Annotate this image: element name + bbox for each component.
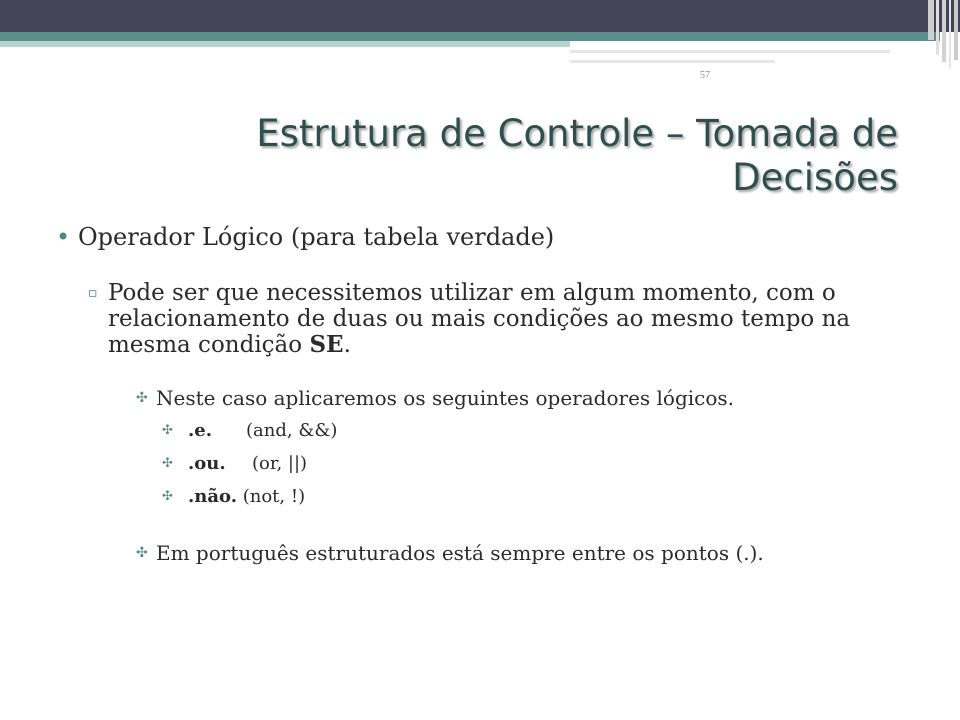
- header-rule-1: [570, 50, 890, 53]
- bullet-star-icon: ✣: [136, 390, 148, 406]
- bullet-square-icon: ▫: [88, 285, 98, 301]
- operator-symbol: .não.: [188, 486, 237, 507]
- decorative-bar: [949, 0, 951, 68]
- decorative-bar: [942, 0, 946, 62]
- spacer: [56, 519, 906, 541]
- decorative-bar: [936, 0, 939, 55]
- keyword-se: SE: [309, 331, 344, 358]
- header-rule-2: [570, 60, 775, 63]
- bullet-star-icon: ✣: [162, 489, 173, 504]
- page-number: 57: [700, 70, 710, 81]
- bullet-text: Operador Lógico (para tabela verdade): [78, 223, 555, 251]
- operator-meaning: (not, !): [236, 486, 306, 507]
- bullet-text: Neste caso aplicaremos os seguintes operadores lógicos.: [156, 386, 735, 410]
- slide-body: [56, 222, 906, 575]
- decorative-bar: [928, 0, 934, 40]
- bullet-text: Pode ser que necessitemos utilizar em algum momento, com o relacionamento de duas ou mais condições ao mesmo tempo na mesma condição: [108, 280, 851, 358]
- bullet-text-end: .: [343, 332, 351, 358]
- header-band-teal: [0, 32, 940, 41]
- bullet-dot-icon: •: [56, 223, 71, 251]
- header-band-dark: [0, 0, 960, 32]
- operator-meaning: (and, &&): [246, 420, 338, 441]
- bullet-star-icon: ✣: [162, 456, 173, 471]
- operator-item-or: [162, 453, 906, 475]
- slide-title: Estrutura de Controle – Tomada de Decisões: [256, 112, 898, 199]
- operator-item-and: [162, 420, 906, 442]
- operator-item-not: [162, 486, 906, 508]
- bullet-level3: [136, 541, 906, 565]
- bullet-level1: [56, 222, 906, 252]
- bullet-star-icon: ✣: [162, 423, 173, 438]
- decorative-bar: [954, 0, 958, 60]
- operator-symbol: .ou.: [188, 453, 226, 474]
- bullet-level3: [136, 386, 906, 410]
- operator-symbol: .e.: [188, 420, 212, 441]
- header-band-teal-light: [0, 41, 570, 47]
- bullet-text: Em português estruturados está sempre entre os pontos (.).: [156, 541, 764, 565]
- bullet-level2: [88, 280, 906, 358]
- bullet-star-icon: ✣: [136, 545, 148, 561]
- operator-meaning: (or, ||): [252, 453, 308, 474]
